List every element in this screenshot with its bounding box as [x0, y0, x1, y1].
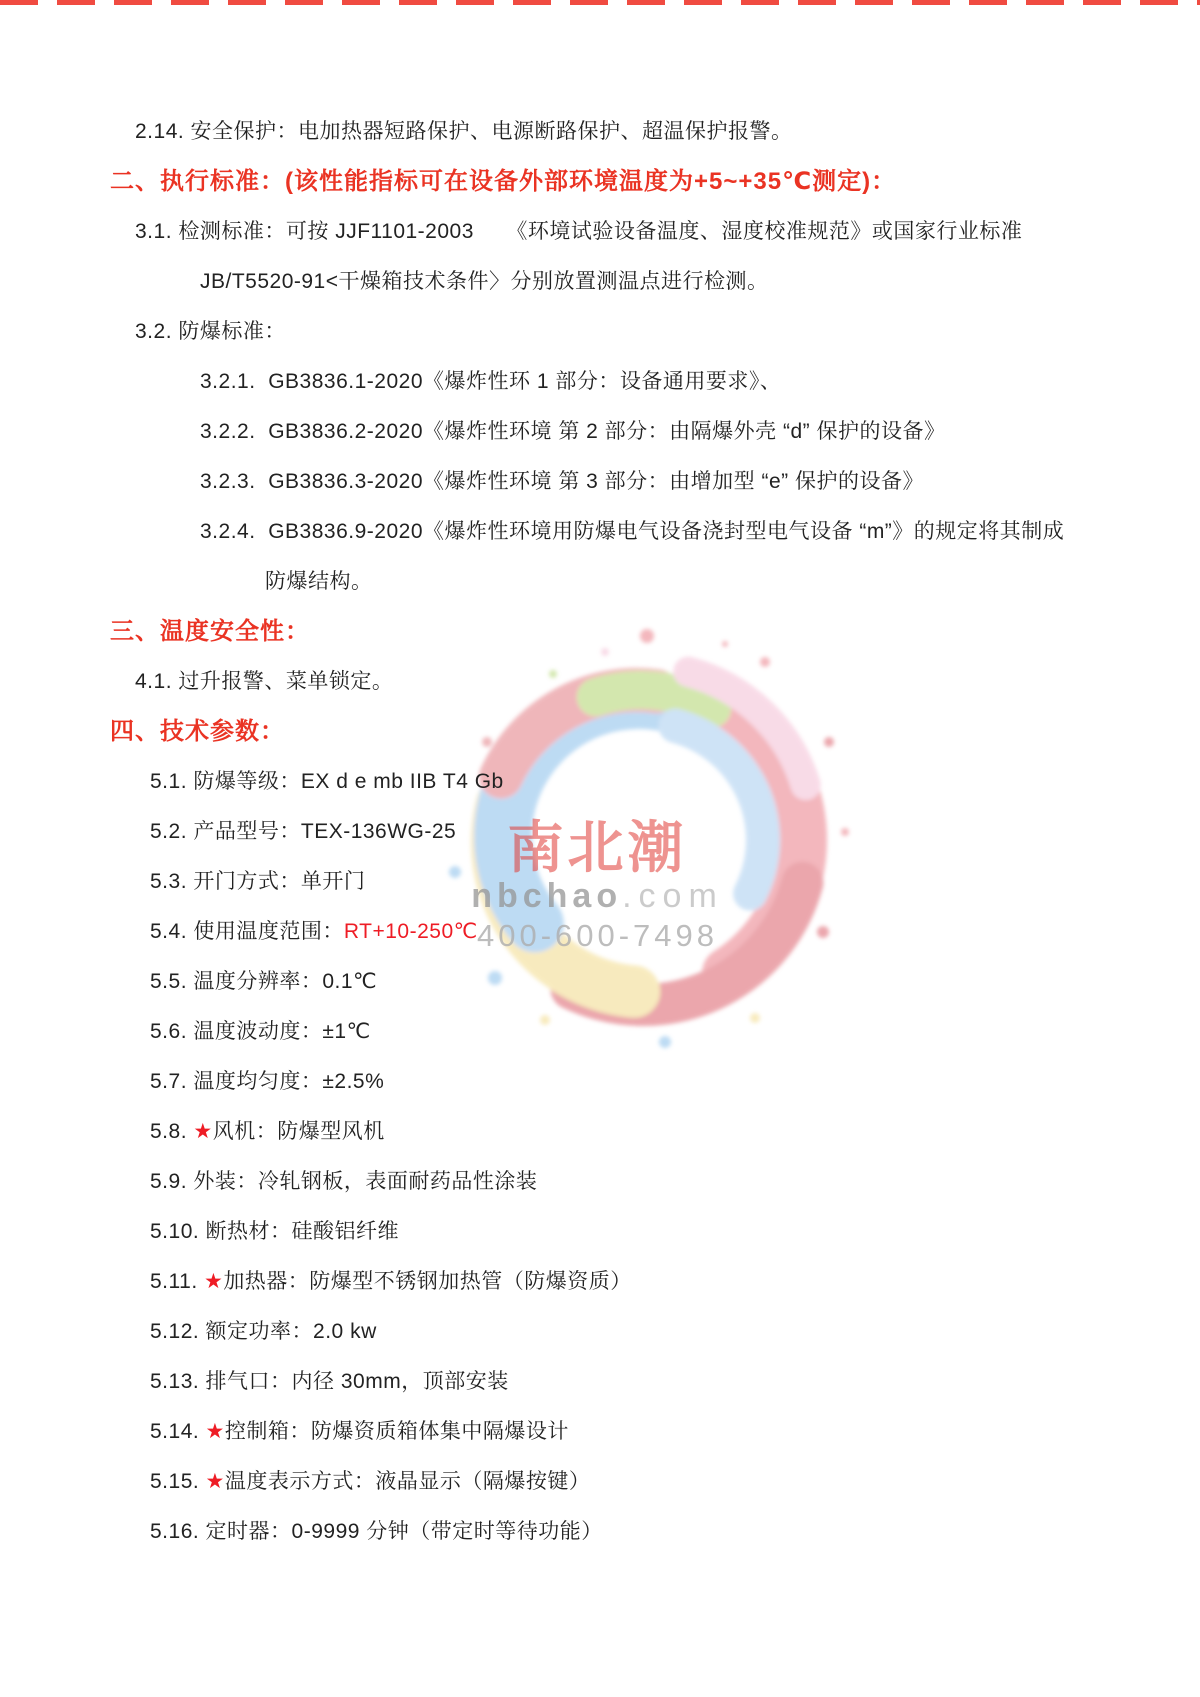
doc-text: 5.2. 产品型号：TEX-136WG-25 [150, 820, 457, 843]
watermark-phone: 400-600-7498 [476, 918, 719, 953]
doc-text: 4.1. 过升报警、菜单锁定。 [135, 670, 394, 693]
doc-line [0, 818, 1200, 846]
doc-line [0, 1118, 1200, 1146]
doc-line [0, 868, 1200, 896]
doc-text: 5.4. 使用温度范围： [150, 920, 344, 943]
doc-line [0, 968, 1200, 996]
doc-line [0, 268, 1200, 296]
doc-text: 5.10. 断热材：硅酸铝纤维 [150, 1220, 400, 1243]
doc-text: 5.12. 额定功率：2.0 kw [150, 1320, 377, 1343]
doc-text: 3.2.2. GB3836.2-2020《爆炸性环境 第 2 部分：由隔爆外壳 “d” 保护的设备》 [200, 420, 946, 443]
watermark-domain-tld: .com [622, 877, 724, 915]
section-heading [0, 168, 1200, 196]
doc-text: 温度表示方式：液晶显示（隔爆按键） [224, 1470, 591, 1493]
doc-text: JB/T5520-91<干燥箱技术条件〉分别放置测温点进行检测。 [200, 270, 769, 293]
doc-line [0, 318, 1200, 346]
doc-text: RT+10-250℃ [343, 920, 478, 943]
doc-text: 5.9. 外装：冷轧钢板，表面耐药品性涂装 [150, 1170, 538, 1193]
doc-line [0, 468, 1200, 496]
doc-text: 3.1. 检测标准：可按 JJF1101-2003 《环境试验设备温度、湿度校准规范》或国家行业标准 [135, 220, 1023, 243]
section-heading [0, 618, 1200, 646]
doc-text: 5.1. 防爆等级：EX d e mb IIB T4 Gb [150, 770, 504, 793]
doc-text: 3.2.1. GB3836.1-2020《爆炸性环 1 部分：设备通用要求》、 [200, 370, 782, 393]
doc-text: 5.13. 排气口：内径 30mm，顶部安装 [150, 1370, 509, 1393]
doc-line [0, 1468, 1200, 1496]
doc-text: 三、温度安全性： [110, 618, 310, 645]
doc-text: 四、技术参数： [110, 718, 285, 745]
doc-line [0, 1418, 1200, 1446]
doc-text: 3.2. 防爆标准： [135, 320, 286, 343]
doc-line [0, 1068, 1200, 1096]
doc-text: 控制箱：防爆资质箱体集中隔爆设计 [224, 1420, 569, 1443]
doc-text: 5.16. 定时器：0-9999 分钟（带定时等待功能） [150, 1520, 603, 1543]
doc-text: 2.14. 安全保护：电加热器短路保护、电源断路保护、超温保护报警。 [135, 120, 793, 143]
doc-text: 5.11. [150, 1270, 204, 1293]
doc-line [0, 668, 1200, 696]
doc-text: 5.8. [150, 1120, 194, 1143]
watermark-brand: 南北潮 [507, 815, 688, 881]
doc-line [0, 1518, 1200, 1546]
doc-line [0, 1268, 1200, 1296]
doc-line [0, 518, 1200, 546]
doc-text: 5.3. 开门方式：单开门 [150, 870, 366, 893]
doc-line [0, 768, 1200, 796]
doc-line [0, 1318, 1200, 1346]
doc-line [0, 418, 1200, 446]
doc-text: 5.6. 温度波动度：±1℃ [150, 1020, 371, 1043]
star-icon: ★ [193, 1120, 213, 1143]
doc-text: 5.15. [150, 1470, 206, 1493]
doc-line [0, 1368, 1200, 1396]
doc-text: 风机：防爆型风机 [212, 1120, 385, 1143]
doc-text: 加热器：防爆型不锈钢加热管（防爆资质） [223, 1270, 632, 1293]
star-icon: ★ [205, 1420, 225, 1443]
doc-line [0, 1168, 1200, 1196]
doc-text: 5.7. 温度均匀度：±2.5% [150, 1070, 385, 1093]
doc-line [0, 568, 1200, 596]
doc-text: 3.2.3. GB3836.3-2020《爆炸性环境 第 3 部分：由增加型 “e” 保护的设备》 [200, 470, 925, 493]
star-icon: ★ [203, 1270, 224, 1293]
doc-line [0, 368, 1200, 396]
doc-text: 5.5. 温度分辨率：0.1℃ [150, 970, 378, 993]
document-body [0, 118, 1200, 1568]
watermark-domain-name: nbchao [471, 877, 623, 915]
doc-text: 5.14. [150, 1420, 206, 1443]
doc-text: 防爆结构。 [265, 570, 373, 593]
doc-line [0, 1218, 1200, 1246]
doc-line [0, 1018, 1200, 1046]
page-break-dashed-divider [0, 0, 1200, 5]
doc-text: 二、执行标准：(该性能指标可在设备外部环境温度为+5~+35℃测定)： [110, 168, 897, 195]
doc-text: 3.2.4. GB3836.9-2020《爆炸性环境用防爆电气设备浇封型电气设备 “m”》的规定将其制成 [200, 520, 1065, 543]
doc-line [0, 218, 1200, 246]
doc-line [0, 118, 1200, 146]
star-icon: ★ [205, 1470, 225, 1493]
doc-line [0, 918, 1200, 946]
section-heading [0, 718, 1200, 746]
